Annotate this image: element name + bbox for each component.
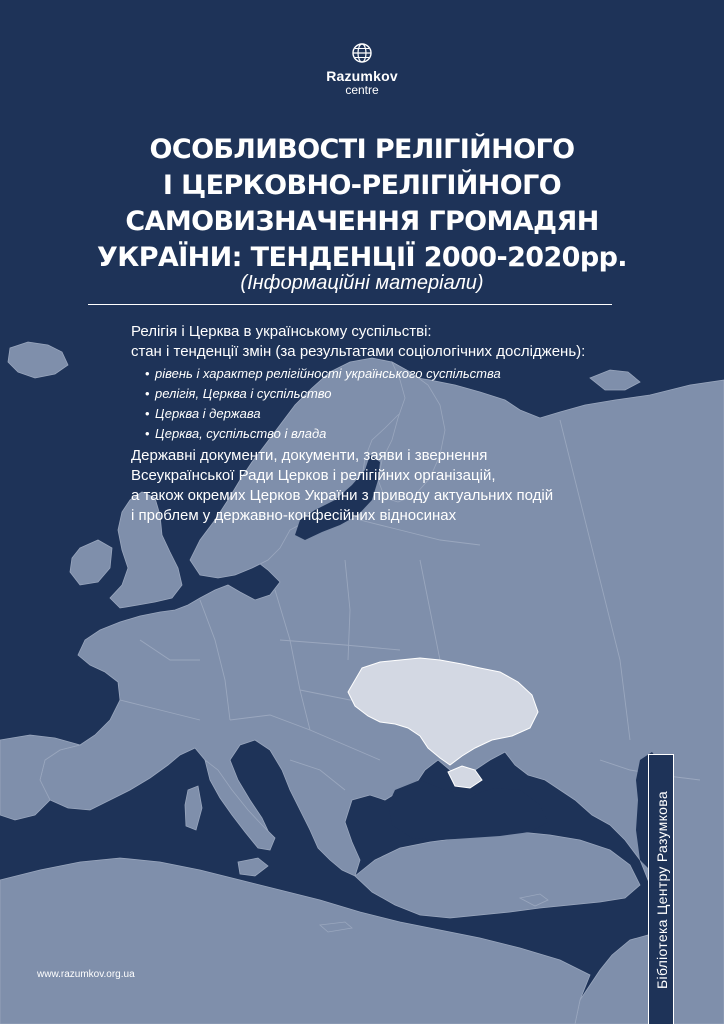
title-line: УКРАЇНИ: ТЕНДЕНЦІЇ 2000-2020рр. [97, 242, 627, 273]
arctic-islands [590, 370, 640, 390]
intro-line: стан і тенденції змін (за результатами соціологічних досліджень): [131, 343, 586, 360]
contents-block [131, 322, 586, 526]
documents-line: Державні документи, документи, заяви і звернення [131, 447, 488, 464]
sicily-landmass [238, 858, 268, 876]
library-series-tab [648, 754, 674, 1024]
crimea-region [448, 766, 482, 788]
topic-item: • рівень і характер релігійності українського суспільства [145, 364, 581, 384]
black-sea [388, 780, 548, 840]
title-line: ОСОБЛИВОСТІ РЕЛІГІЙНОГО [149, 134, 575, 165]
website-url[interactable]: www.razumkov.org.ua [37, 969, 135, 980]
topic-item: • Церква, суспільство і влада [145, 424, 581, 444]
intro-line: Релігія і Церква в українському суспільстві: [131, 323, 432, 340]
documents-line: а також окремих Церков України з приводу актуальних подій [131, 487, 554, 504]
sardinia-landmass [185, 786, 202, 830]
topic-item: • Церква і держава [145, 404, 581, 424]
anatolia-landmass [355, 832, 640, 918]
italy-landmass [205, 760, 275, 850]
documents-line: Всеукраїнської Ради Церков і релігійних організацій, [131, 467, 496, 484]
document-title [0, 132, 724, 276]
library-series-label: Бібліотека Центру Разумкова [654, 791, 670, 989]
documents-line: і проблем у державно-конфесійних відносинах [131, 507, 457, 524]
document-subtitle: (Інформаційні матеріали) [240, 272, 484, 294]
logo-name: Razumkov [326, 68, 398, 84]
title-divider [88, 304, 612, 305]
iceland-landmass [8, 342, 68, 378]
title-line: І ЦЕРКОВНО-РЕЛІГІЙНОГО [162, 170, 562, 201]
razumkov-logo [0, 42, 724, 97]
logo-subtitle: centre [345, 83, 379, 97]
ireland-landmass [70, 540, 112, 585]
globe-icon [351, 42, 373, 64]
topics-list [131, 364, 581, 444]
title-line: САМОВИЗНАЧЕННЯ ГРОМАДЯН [125, 206, 599, 237]
topic-item: • релігія, Церква і суспільство [145, 384, 581, 404]
